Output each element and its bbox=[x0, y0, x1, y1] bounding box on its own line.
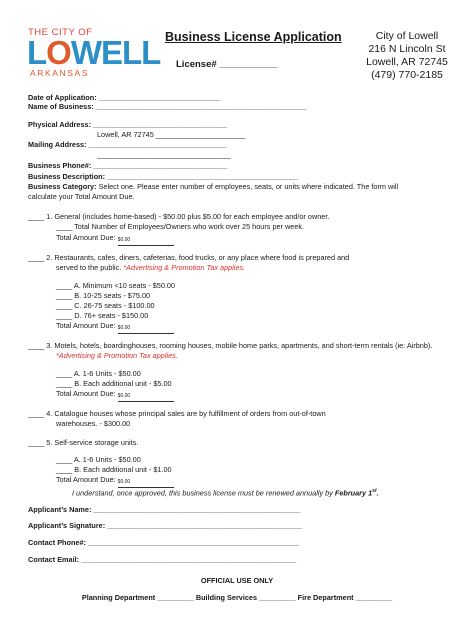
address-line: 216 N Lincoln St bbox=[368, 43, 446, 55]
category-4-line2: warehouses. - $300.00 bbox=[56, 419, 131, 428]
mailing-address-line-2[interactable]: _________________________________ bbox=[97, 150, 231, 159]
department-signoffs: Planning Department _________ Building Services _________ Fire Department _________ bbox=[81, 593, 393, 602]
logo-sub-text: ARKANSAS bbox=[30, 68, 90, 78]
business-category-text-2: calculate your Total Amount Due. bbox=[28, 192, 135, 201]
seat-option-c[interactable]: ____ C. 26-75 seats - $100.00 bbox=[56, 301, 155, 310]
logo-letter-l: L bbox=[27, 34, 47, 71]
business-description-field[interactable]: Business Description: _______________________________________________ bbox=[28, 172, 298, 181]
renewal-period: . bbox=[376, 488, 379, 498]
total-amount-field[interactable]: $0.00 bbox=[118, 324, 174, 334]
city-logo bbox=[27, 34, 161, 71]
category-2-line2: served to the public. bbox=[56, 263, 122, 272]
license-number-field[interactable]: License# ___________ bbox=[176, 59, 278, 70]
renewal-date-suffix: st bbox=[372, 488, 377, 494]
seat-option-d[interactable]: ____ D. 76+ seats - $150.00 bbox=[56, 311, 149, 320]
business-category-label: Business Category: bbox=[28, 182, 97, 191]
unit-option-b[interactable]: ____ B. Each additional unit - $5.00 bbox=[56, 379, 172, 388]
employee-count-field[interactable]: ____ Total Number of Employees/Owners who work over 25 hours per week. bbox=[56, 222, 305, 231]
category-2-text bbox=[56, 263, 245, 272]
page-title: Business License Application bbox=[165, 30, 342, 44]
logo-letters-well: WELL bbox=[70, 34, 161, 71]
category-1-option[interactable]: ____ 1. General (includes home-based) - $50.00 plus $5.00 for each employee and/or owner. bbox=[28, 212, 330, 221]
category-3-total bbox=[56, 389, 174, 402]
total-amount-field[interactable]: $0.00 bbox=[118, 392, 174, 402]
applicant-name-field[interactable]: Applicant’s Name: ___________________________________________________ bbox=[28, 505, 301, 514]
contact-email-field[interactable]: Contact Email: _____________________________________________________ bbox=[28, 555, 297, 564]
unit-option-a[interactable]: ____ A. 1-6 Units - $50.00 bbox=[56, 369, 141, 378]
total-label: Total Amount Due: bbox=[56, 233, 116, 242]
business-category-text: Select one. Please enter number of employees, seats, or units where indicated. The form will bbox=[98, 182, 399, 191]
seat-option-b[interactable]: ____ B. 10-25 seats - $75.00 bbox=[56, 291, 151, 300]
category-1-total bbox=[56, 233, 174, 246]
business-phone-field[interactable]: Business Phone#: _________________________________ bbox=[28, 161, 228, 170]
tax-note: *Advertising & Promotion Tax applies. bbox=[56, 351, 178, 360]
contact-phone-field[interactable]: Contact Phone#: ____________________________________________________ bbox=[28, 538, 300, 547]
category-2-option[interactable]: ____ 2. Restaurants, cafes, diners, cafeterias, food trucks, or any place where food is prepared and bbox=[28, 253, 350, 262]
address-line: City of Lowell bbox=[375, 30, 439, 42]
seat-option-a[interactable]: ____ A. Minimum <10 seats - $50.00 bbox=[56, 281, 176, 290]
category-2-total bbox=[56, 321, 174, 334]
total-label: Total Amount Due: bbox=[56, 389, 116, 398]
business-category-instructions bbox=[28, 182, 398, 191]
renewal-date: February 1 bbox=[334, 488, 373, 498]
tax-note: *Advertising & Promotion Tax applies. bbox=[123, 263, 246, 272]
total-label: Total Amount Due: bbox=[56, 475, 116, 484]
storage-option-b[interactable]: ____ B. Each additional unit - $1.00 bbox=[56, 465, 172, 474]
logo-letter-o: O bbox=[46, 34, 71, 71]
address-line: (479) 770-2185 bbox=[371, 69, 443, 81]
storage-option-a[interactable]: ____ A. 1-6 Units - $50.00 bbox=[56, 455, 141, 464]
category-3-option[interactable]: ____ 3. Motels, hotels, boardinghouses, rooming houses, mobile home parks, apartments, and short-term rentals (ie: Airbnb). bbox=[28, 341, 433, 350]
logo-top-text: THE CITY OF bbox=[28, 27, 93, 38]
physical-address-field[interactable]: Physical Address: _________________________________ bbox=[28, 120, 227, 129]
name-of-business-field[interactable]: Name of Business: ____________________________________________________ bbox=[28, 102, 307, 111]
total-amount-field[interactable]: $0.00 bbox=[118, 478, 174, 488]
category-5-option[interactable]: ____ 5. Self-service storage units. bbox=[28, 438, 139, 447]
mailing-address-field[interactable]: Mailing Address: __________________________________ bbox=[28, 140, 227, 149]
city-address bbox=[360, 30, 454, 82]
total-amount-field[interactable]: $0.00 bbox=[118, 236, 174, 246]
date-of-application-field[interactable]: Date of Application: ______________________________ bbox=[28, 93, 221, 102]
applicant-signature-field[interactable]: Applicant’s Signature: ________________________________________________ bbox=[28, 521, 302, 530]
category-4-option[interactable]: ____ 4. Catalogue houses whose principal sales are by fulfillment of orders from out-of-town bbox=[28, 409, 326, 418]
renewal-text: I understand, once approved, this business license must be renewed annually by bbox=[72, 488, 333, 498]
address-line: Lowell, AR 72745 bbox=[366, 56, 448, 68]
total-label: Total Amount Due: bbox=[56, 321, 116, 330]
official-use-title: OFFICIAL USE ONLY bbox=[200, 576, 274, 585]
city-state-line[interactable]: Lowell, AR 72745 ______________________ bbox=[97, 130, 246, 139]
renewal-note bbox=[72, 487, 379, 497]
